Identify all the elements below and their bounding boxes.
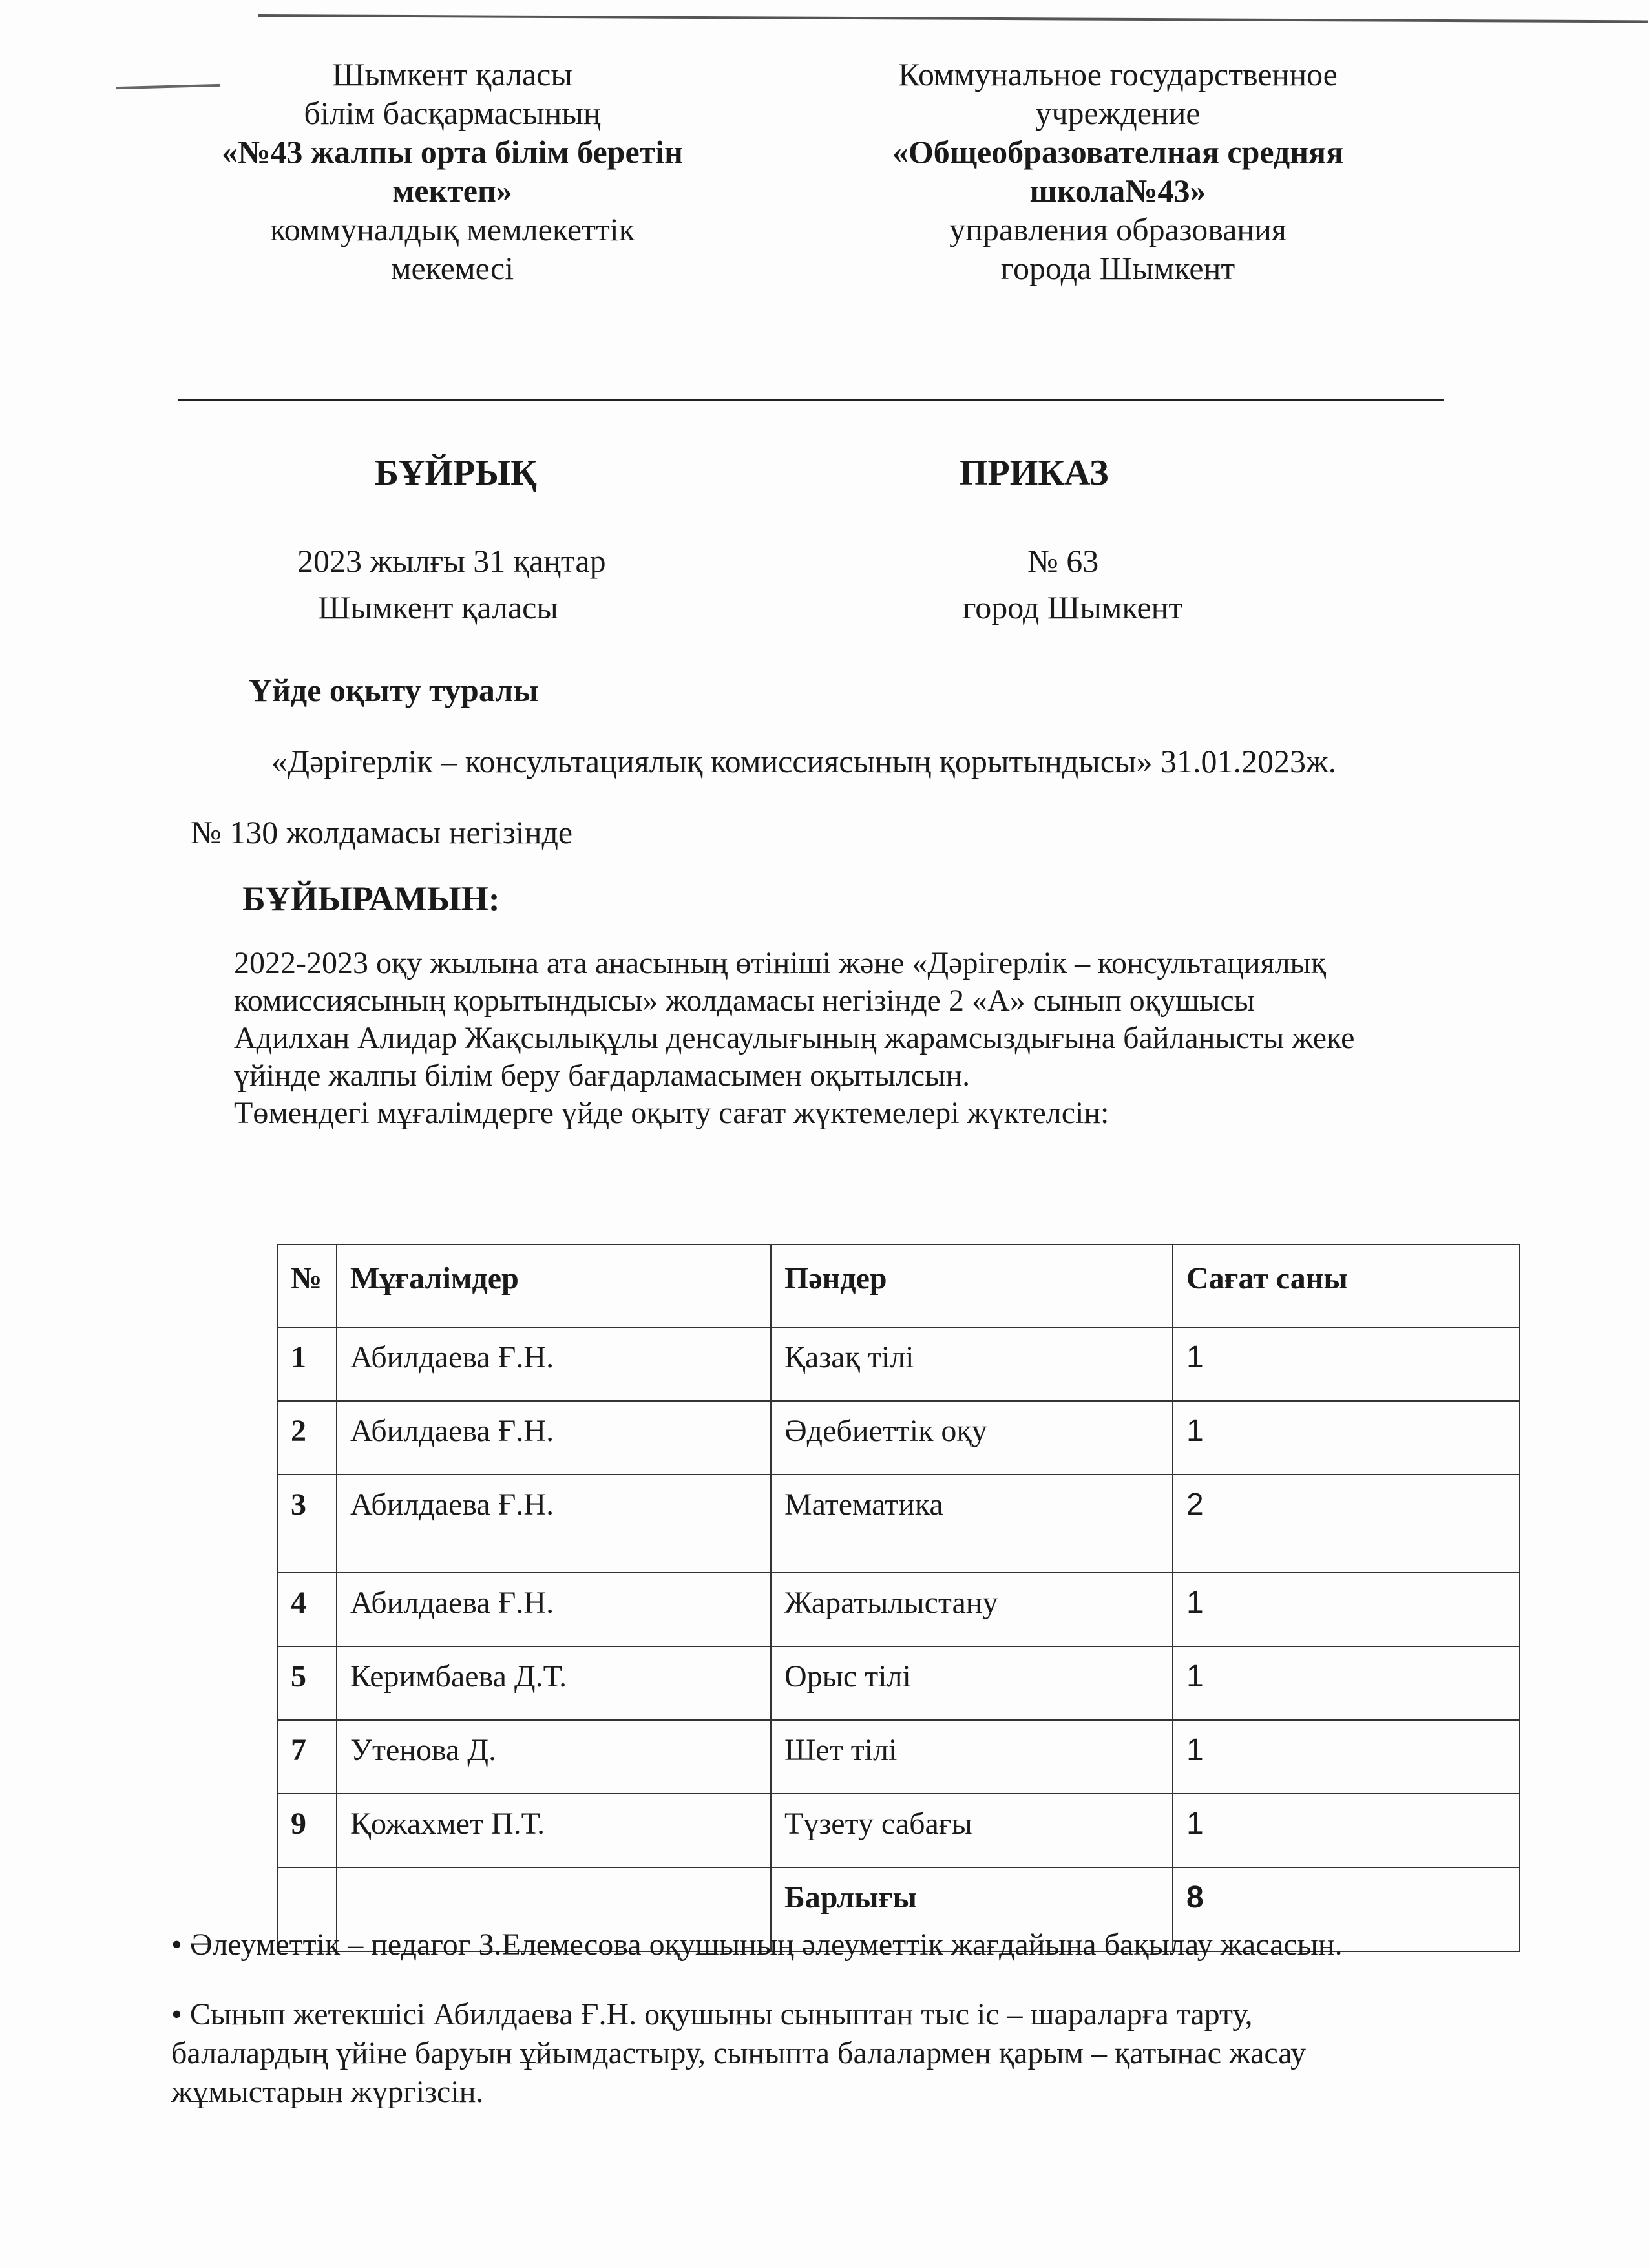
total-value: 8: [1173, 1867, 1520, 1951]
header-divider: [178, 399, 1444, 401]
table-row: [277, 1475, 1520, 1573]
bullet-icon: •: [171, 1927, 190, 1962]
row-subject: Әдебиеттік оқу: [771, 1401, 1173, 1475]
header-hours: Сағат саны: [1173, 1244, 1520, 1327]
row-number: 3: [277, 1475, 337, 1573]
header-number: №: [277, 1244, 337, 1327]
row-teacher: Қожахмет П.Т.: [337, 1794, 771, 1867]
row-teacher: Абилдаева Ғ.Н.: [337, 1401, 771, 1475]
row-hours: 2: [1173, 1475, 1520, 1573]
bullet-text-line2: балалардың үйіне баруын ұйымдастыру, сыныпта балалармен қарым – қатынас жасау: [171, 2036, 1307, 2070]
row-teacher: Абилдаева Ғ.Н.: [337, 1573, 771, 1646]
bullet-item-class-teacher: [171, 1995, 1638, 2112]
basis-line-1: «Дәрігерлік – консультациялық комиссиясының қорытындысы» 31.01.2023ж.: [271, 743, 1337, 779]
city-kz: Шымкент қаласы: [318, 589, 558, 625]
city-ru: город Шымкент: [963, 589, 1183, 625]
header-left-line1: Шымкент қаласы: [332, 56, 572, 92]
header-left-line4: мектеп»: [392, 173, 512, 209]
row-number: 5: [277, 1646, 337, 1720]
title-ru: ПРИКАЗ: [960, 453, 1109, 493]
header-left-line5: коммуналдық мемлекеттік: [270, 211, 635, 247]
order-paragraph: [234, 945, 1643, 1132]
header-right-line1: Коммунальное государственное: [898, 56, 1338, 92]
row-hours: 1: [1173, 1720, 1520, 1794]
para-line-3: Адилхан Алидар Жақсылықұлы денсаулығының жарамсыздығына байланысты жеке: [234, 1021, 1355, 1055]
order-word: БҰЙЫРАМЫН:: [242, 879, 500, 918]
header-subjects: Пәндер: [771, 1244, 1173, 1327]
header-left-line3: «№43 жалпы орта білім беретін: [222, 134, 683, 170]
table-row: [277, 1646, 1520, 1720]
row-subject: Жаратылыстану: [771, 1573, 1173, 1646]
basis-line-2: № 130 жолдамасы негізінде: [191, 814, 573, 850]
row-hours: 1: [1173, 1794, 1520, 1867]
bullet-icon: •: [171, 1997, 190, 2032]
para-line-4: үйінде жалпы білім беру бағдарламасымен оқытылсын.: [234, 1058, 971, 1093]
header-right-line3: «Общеобразователная средняя: [892, 134, 1344, 170]
para-line-1: 2022-2023 оқу жылына ата анасының өтініші және «Дәрігерлік – консультациялық: [234, 946, 1327, 980]
row-hours: 1: [1173, 1646, 1520, 1720]
table-row: [277, 1720, 1520, 1794]
table-row: [277, 1794, 1520, 1867]
header-right-line4: школа№43»: [1029, 173, 1206, 209]
row-subject: Түзету сабағы: [771, 1794, 1173, 1867]
header-right-line5: управления образования: [949, 211, 1287, 247]
row-subject: Орыс тілі: [771, 1646, 1173, 1720]
row-hours: 1: [1173, 1401, 1520, 1475]
row-number: 9: [277, 1794, 337, 1867]
teacher-hours-table: [277, 1244, 1520, 1952]
row-teacher: Утенова Д.: [337, 1720, 771, 1794]
row-number: 4: [277, 1573, 337, 1646]
header-right-line2: учреждение: [1035, 95, 1201, 131]
row-teacher: Керимбаева Д.Т.: [337, 1646, 771, 1720]
row-hours: 1: [1173, 1573, 1520, 1646]
scan-edge-line: [258, 14, 1648, 23]
order-subject: Үйде оқыту туралы: [249, 672, 539, 708]
row-hours: 1: [1173, 1327, 1520, 1401]
row-subject: Шет тілі: [771, 1720, 1173, 1794]
row-subject: Қазақ тілі: [771, 1327, 1173, 1401]
para-line-2: комиссиясының қорытындысы» жолдамасы негізінде 2 «А» сынып оқушысы: [234, 983, 1255, 1018]
row-teacher: Абилдаева Ғ.Н.: [337, 1475, 771, 1573]
header-right-ru: [795, 55, 1441, 288]
table-row: [277, 1401, 1520, 1475]
order-date: 2023 жылғы 31 қаңтар: [297, 543, 606, 579]
table-header-row: [277, 1244, 1520, 1327]
bullet-text-line1: Сынып жетекшісі Абилдаева Ғ.Н. оқушыны сыныптан тыс іс – шараларға тарту,: [189, 1997, 1253, 2032]
title-kz: БҰЙРЫҚ: [375, 453, 537, 493]
bullet-text: Әлеуметтік – педагог З.Елемесова оқушының әлеуметтік жағдайына бақылау жасасын.: [189, 1927, 1343, 1962]
row-number: 2: [277, 1401, 337, 1475]
order-number: № 63: [1027, 543, 1099, 579]
table-row: [277, 1573, 1520, 1646]
table-row: [277, 1327, 1520, 1401]
row-teacher: Абилдаева Ғ.Н.: [337, 1327, 771, 1401]
header-left-kz: [155, 55, 750, 288]
total-label: Барлығы: [771, 1867, 1173, 1951]
header-teachers: Мұғалімдер: [337, 1244, 771, 1327]
header-left-line6: мекемесі: [390, 250, 514, 286]
header-left-line2: білім басқармасының: [304, 95, 601, 131]
header-right-line6: города Шымкент: [1000, 250, 1235, 286]
bullet-text-line3: жұмыстарын жүргізсін.: [171, 2075, 484, 2109]
bullet-item-social-pedagog: [171, 1926, 1638, 1964]
para-line-5: Төмендегі мұғалімдерге үйде оқыту сағат жүктемелері жүктелсін:: [234, 1096, 1109, 1130]
row-number: 1: [277, 1327, 337, 1401]
row-number: 7: [277, 1720, 337, 1794]
row-subject: Математика: [771, 1475, 1173, 1573]
